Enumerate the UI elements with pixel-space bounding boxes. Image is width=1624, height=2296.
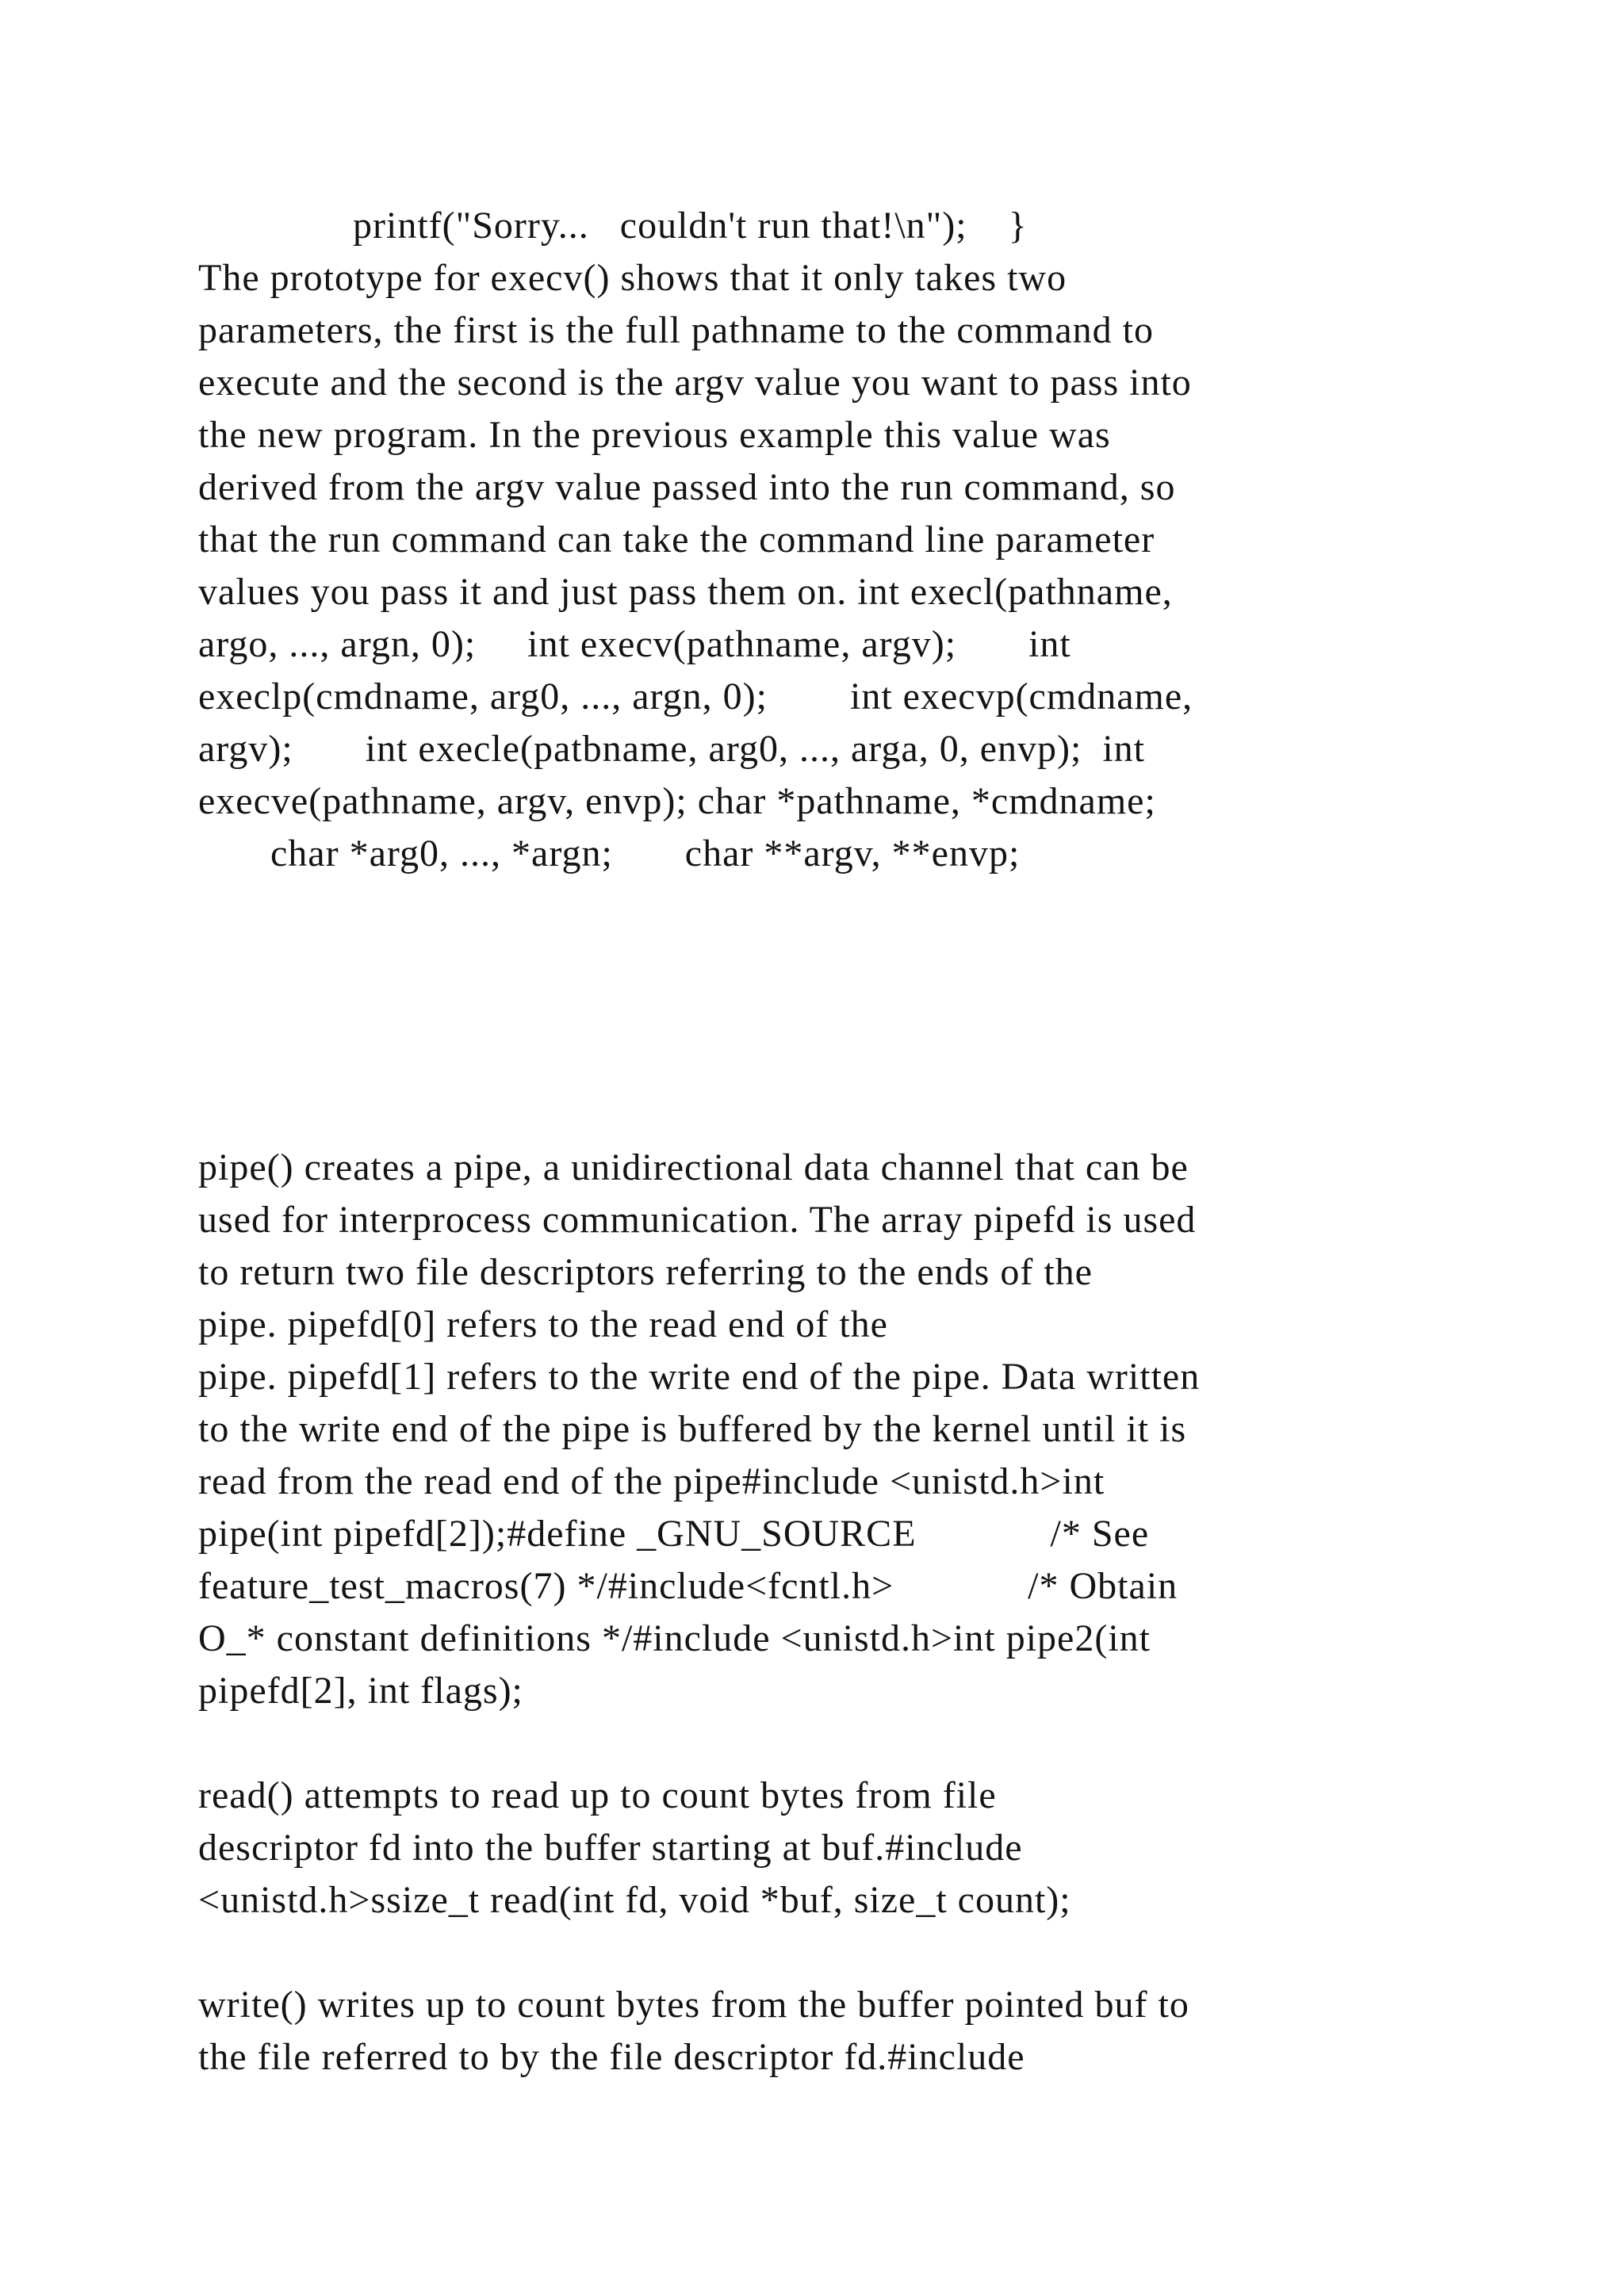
- text-line: descriptor fd into the buffer starting at buf.#include: [198, 1827, 1023, 1869]
- text-line: to the write end of the pipe is buffered by the kernel until it is: [198, 1408, 1187, 1450]
- text-line: pipe(int pipefd[2]);#define _GNU_SOURCE /* See: [198, 1513, 1150, 1555]
- text-line: argv); int execle(patbname, arg0, ..., arga, 0, envp); int: [198, 728, 1145, 770]
- text-line: to return two file descriptors referring to the ends of the: [198, 1251, 1093, 1293]
- text-line: printf("Sorry... couldn't run that!\n"); }: [198, 205, 1028, 247]
- text-line: execlp(cmdname, arg0, ..., argn, 0); int execvp(cmdname,: [198, 675, 1193, 718]
- text-line: char *arg0, ..., *argn; char **argv, **envp;: [198, 832, 1021, 874]
- text-line: pipe. pipefd[1] refers to the write end of the pipe. Data written: [198, 1356, 1201, 1398]
- text-line: pipe. pipefd[0] refers to the read end of the: [198, 1303, 888, 1345]
- text-line: <unistd.h>ssize_t read(int fd, void *buf, size_t count);: [198, 1879, 1071, 1921]
- text-line: The prototype for execv() shows that it only takes two: [198, 257, 1067, 299]
- text-line: the file referred to by the file descriptor fd.#include: [198, 2036, 1025, 2078]
- text-line: O_* constant definitions */#include <unistd.h>int pipe2(int: [198, 1617, 1151, 1659]
- text-line: values you pass it and just pass them on. int execl(pathname,: [198, 571, 1173, 613]
- text-line: read from the read end of the pipe#include <unistd.h>int: [198, 1460, 1105, 1502]
- text-line: read() attempts to read up to count bytes from file: [198, 1774, 997, 1816]
- text-line: execve(pathname, argv, envp); char *pathname, *cmdname;: [198, 780, 1156, 822]
- text-line: that the run command can take the command line parameter: [198, 519, 1155, 561]
- text-line: pipe() creates a pipe, a unidirectional data channel that can be: [198, 1146, 1189, 1188]
- text-line: parameters, the first is the full pathname to the command to: [198, 309, 1154, 351]
- text-line: the new program. In the previous example this value was: [198, 414, 1111, 456]
- text-line: feature_test_macros(7) */#include<fcntl.h> /* Obtain: [198, 1565, 1178, 1607]
- text-line: write() writes up to count bytes from the buffer pointed buf to: [198, 1984, 1189, 2026]
- text-line: used for interprocess communication. The array pipefd is used: [198, 1199, 1197, 1241]
- text-line: pipefd[2], int flags);: [198, 1670, 523, 1712]
- text-line: execute and the second is the argv value you want to pass into: [198, 362, 1192, 404]
- text-line: argo, ..., argn, 0); int execv(pathname, argv); int: [198, 623, 1071, 665]
- text-line: derived from the argv value passed into the run command, so: [198, 466, 1176, 508]
